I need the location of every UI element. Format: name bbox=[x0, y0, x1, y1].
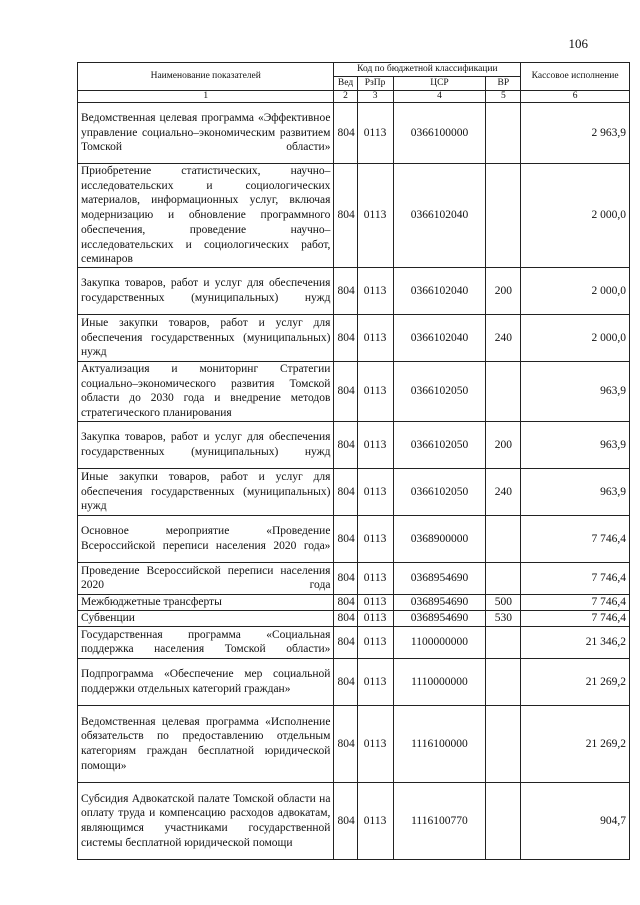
row-sum: 21 346,2 bbox=[521, 626, 630, 658]
row-ved: 804 bbox=[334, 626, 357, 658]
page-number: 106 bbox=[568, 36, 588, 51]
row-csr: 0368954690 bbox=[393, 610, 486, 626]
col-index: 6 bbox=[521, 91, 630, 103]
row-csr: 0366102040 bbox=[393, 267, 486, 314]
row-sum: 21 269,2 bbox=[521, 705, 630, 782]
row-name: Иные закупки товаров, работ и услуг для обеспечения государственных (муниципальных) нужд bbox=[78, 468, 334, 515]
row-ved: 804 bbox=[334, 610, 357, 626]
row-rzpr: 0113 bbox=[357, 515, 393, 562]
row-rzpr: 0113 bbox=[357, 267, 393, 314]
row-ved: 804 bbox=[334, 421, 357, 468]
row-vr bbox=[486, 562, 521, 594]
row-name: Закупка товаров, работ и услуг для обеспечения государственных (муниципальных) нужд bbox=[78, 421, 334, 468]
header-rzpr: РзПр bbox=[357, 77, 393, 91]
row-ved: 804 bbox=[334, 515, 357, 562]
header-ved: Вед bbox=[334, 77, 357, 91]
row-rzpr: 0113 bbox=[357, 421, 393, 468]
row-vr bbox=[486, 515, 521, 562]
row-rzpr: 0113 bbox=[357, 468, 393, 515]
table-row bbox=[78, 361, 630, 421]
row-vr: 240 bbox=[486, 314, 521, 361]
row-ved: 804 bbox=[334, 782, 357, 859]
row-rzpr: 0113 bbox=[357, 705, 393, 782]
row-csr: 1110000000 bbox=[393, 658, 486, 705]
table-row bbox=[78, 658, 630, 705]
row-rzpr: 0113 bbox=[357, 164, 393, 268]
row-name: Иные закупки товаров, работ и услуг для обеспечения государственных (муниципальных) нужд bbox=[78, 314, 334, 361]
table-row bbox=[78, 782, 630, 859]
row-vr: 200 bbox=[486, 267, 521, 314]
row-ved: 804 bbox=[334, 267, 357, 314]
header-name: Наименование показателей bbox=[78, 63, 334, 91]
table-row bbox=[78, 562, 630, 594]
row-vr bbox=[486, 626, 521, 658]
row-vr bbox=[486, 658, 521, 705]
row-rzpr: 0113 bbox=[357, 314, 393, 361]
row-rzpr: 0113 bbox=[357, 361, 393, 421]
table-row bbox=[78, 594, 630, 610]
row-ved: 804 bbox=[334, 658, 357, 705]
row-csr: 1100000000 bbox=[393, 626, 486, 658]
row-ved: 804 bbox=[334, 705, 357, 782]
row-sum: 7 746,4 bbox=[521, 610, 630, 626]
table-row bbox=[78, 626, 630, 658]
row-rzpr: 0113 bbox=[357, 562, 393, 594]
row-rzpr: 0113 bbox=[357, 103, 393, 164]
row-sum: 963,9 bbox=[521, 421, 630, 468]
row-rzpr: 0113 bbox=[357, 626, 393, 658]
row-csr: 0366102050 bbox=[393, 361, 486, 421]
row-vr: 530 bbox=[486, 610, 521, 626]
table-row bbox=[78, 164, 630, 268]
row-vr bbox=[486, 103, 521, 164]
row-sum: 904,7 bbox=[521, 782, 630, 859]
row-rzpr: 0113 bbox=[357, 782, 393, 859]
row-vr bbox=[486, 164, 521, 268]
row-csr: 0366102040 bbox=[393, 314, 486, 361]
row-csr: 0368954690 bbox=[393, 594, 486, 610]
row-sum: 2 963,9 bbox=[521, 103, 630, 164]
table-row bbox=[78, 103, 630, 164]
col-index: 5 bbox=[486, 91, 521, 103]
row-vr bbox=[486, 705, 521, 782]
row-name: Закупка товаров, работ и услуг для обеспечения государственных (муниципальных) нужд bbox=[78, 267, 334, 314]
col-index: 2 bbox=[334, 91, 357, 103]
row-vr bbox=[486, 782, 521, 859]
row-sum: 2 000,0 bbox=[521, 267, 630, 314]
row-name: Государственная программа «Социальная поддержка населения Томской области» bbox=[78, 626, 334, 658]
row-csr: 0368900000 bbox=[393, 515, 486, 562]
row-ved: 804 bbox=[334, 468, 357, 515]
table-row bbox=[78, 610, 630, 626]
row-ved: 804 bbox=[334, 594, 357, 610]
row-csr: 0366100000 bbox=[393, 103, 486, 164]
table-row bbox=[78, 515, 630, 562]
row-sum: 7 746,4 bbox=[521, 562, 630, 594]
row-ved: 804 bbox=[334, 562, 357, 594]
row-ved: 804 bbox=[334, 361, 357, 421]
col-index: 4 bbox=[393, 91, 486, 103]
row-ved: 804 bbox=[334, 103, 357, 164]
row-name: Межбюджетные трансферты bbox=[78, 594, 334, 610]
row-csr: 1116100770 bbox=[393, 782, 486, 859]
col-index: 3 bbox=[357, 91, 393, 103]
header-csr: ЦСР bbox=[393, 77, 486, 91]
row-csr: 1116100000 bbox=[393, 705, 486, 782]
col-index: 1 bbox=[78, 91, 334, 103]
table-row bbox=[78, 267, 630, 314]
row-csr: 0366102050 bbox=[393, 421, 486, 468]
row-name: Ведомственная целевая программа «Исполнение обязательств по предоставлению отдельным категориям граждан бесплатной юридической помощи» bbox=[78, 705, 334, 782]
row-name: Субсидия Адвокатской палате Томской области на оплату труда и компенсацию расходов адвокатам, являющимся участниками государственной системы бесплатной юридической помощи bbox=[78, 782, 334, 859]
row-vr: 200 bbox=[486, 421, 521, 468]
row-name: Ведомственная целевая программа «Эффективное управление социально–экономическим развитием Томской области» bbox=[78, 103, 334, 164]
row-sum: 2 000,0 bbox=[521, 314, 630, 361]
row-ved: 804 bbox=[334, 164, 357, 268]
row-rzpr: 0113 bbox=[357, 610, 393, 626]
row-sum: 963,9 bbox=[521, 361, 630, 421]
row-csr: 0366102050 bbox=[393, 468, 486, 515]
row-vr: 500 bbox=[486, 594, 521, 610]
budget-execution-table bbox=[77, 62, 630, 860]
table-row bbox=[78, 421, 630, 468]
row-csr: 0368954690 bbox=[393, 562, 486, 594]
row-name: Приобретение статистических, научно–исследовательских и социологических материалов, информационных услуг, включая модернизацию и обновление программного обеспечения, проведение научно–исследовательских и социологических работ, семинаров bbox=[78, 164, 334, 268]
row-name: Проведение Всероссийской переписи населения 2020 года bbox=[78, 562, 334, 594]
table-row bbox=[78, 705, 630, 782]
header-budget-classification: Код по бюджетной классификации bbox=[334, 63, 521, 77]
row-rzpr: 0113 bbox=[357, 594, 393, 610]
row-ved: 804 bbox=[334, 314, 357, 361]
row-rzpr: 0113 bbox=[357, 658, 393, 705]
row-vr bbox=[486, 361, 521, 421]
row-sum: 7 746,4 bbox=[521, 594, 630, 610]
header-vr: ВР bbox=[486, 77, 521, 91]
row-sum: 7 746,4 bbox=[521, 515, 630, 562]
column-index-row bbox=[78, 91, 630, 103]
row-sum: 2 000,0 bbox=[521, 164, 630, 268]
row-name: Основное мероприятие «Проведение Всероссийской переписи населения 2020 года» bbox=[78, 515, 334, 562]
table-row bbox=[78, 468, 630, 515]
row-csr: 0366102040 bbox=[393, 164, 486, 268]
table-row bbox=[78, 314, 630, 361]
row-sum: 21 269,2 bbox=[521, 658, 630, 705]
row-sum: 963,9 bbox=[521, 468, 630, 515]
row-name: Субвенции bbox=[78, 610, 334, 626]
row-name: Актуализация и мониторинг Стратегии социально–экономического развития Томской области до 2030 года и внедрение методов стратегического планирования bbox=[78, 361, 334, 421]
header-cash-execution: Кассовое исполнение bbox=[521, 63, 630, 91]
row-vr: 240 bbox=[486, 468, 521, 515]
row-name: Подпрограмма «Обеспечение мер социальной поддержки отдельных категорий граждан» bbox=[78, 658, 334, 705]
